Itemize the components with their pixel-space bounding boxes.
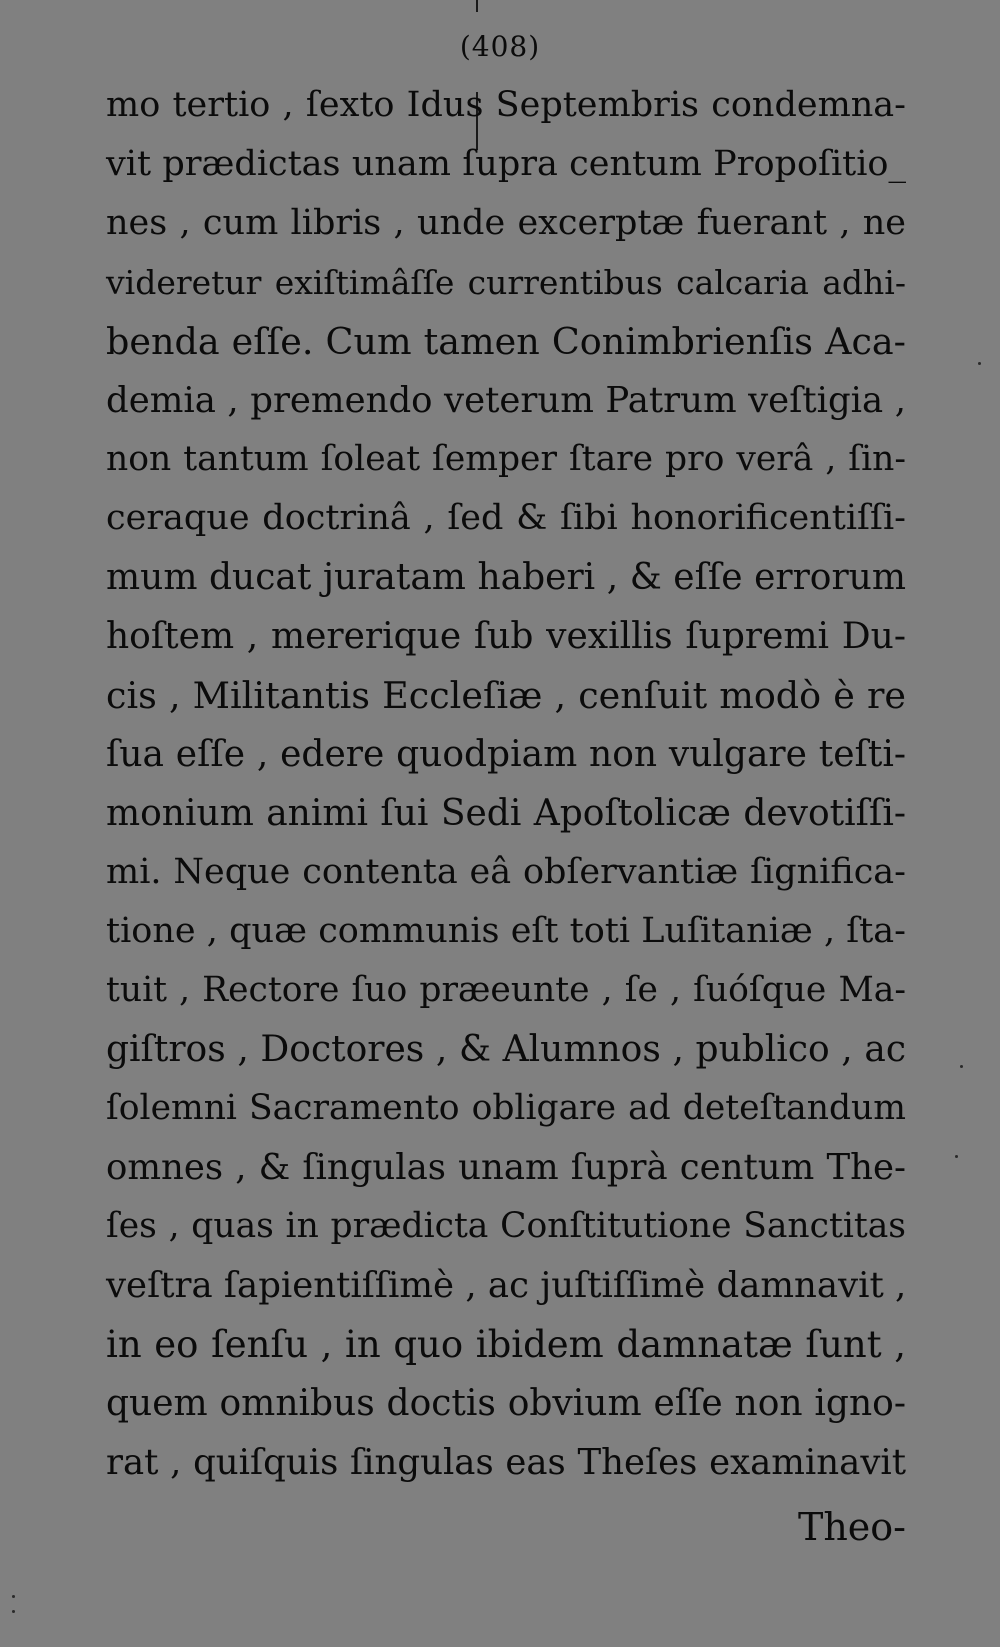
ink-speck	[960, 1065, 963, 1068]
text-line: ceraque doctrinâ , ſed & ſibi honorificentiſſi-	[106, 498, 906, 538]
ink-speck	[12, 1610, 15, 1613]
text-line: tuit , Rectore ſuo præeunte , ſe , ſuóſque Ma-	[106, 970, 906, 1010]
text-line: ſua eſſe , edere quodpiam non vulgare teſti-	[106, 734, 906, 775]
text-line: giſtros , Doctores , & Alumnos , publico , ac	[106, 1029, 906, 1070]
text-line: tione , quæ communis eſt toti Luſitaniæ , ſta-	[106, 911, 906, 951]
text-line: rat , quiſquis ſingulas eas Theſes examinavit	[106, 1442, 906, 1483]
text-line: monium animi ſui Sedi Apoſtolicæ devotiſſi-	[106, 793, 906, 834]
text-line: omnes , & ſingulas unam ſuprà centum The-	[106, 1147, 906, 1188]
text-line: cis , Militantis Eccleſiæ , cenſuit modò è re	[106, 674, 906, 717]
page-number: (408)	[459, 30, 541, 63]
top-margin-mark	[476, 0, 478, 12]
text-line: hoſtem , mererique ſub vexillis ſupremi Du-	[106, 616, 906, 657]
text-line: quem omnibus doctis obvium eſſe non igno-	[106, 1383, 906, 1424]
text-line: demia , premendo veterum Patrum veſtigia ,	[106, 380, 906, 421]
text-line: mum ducat juratam haberi , & eſſe errorum	[106, 557, 906, 598]
text-line: mi. Neque contenta eâ obſervantiæ ſignifica-	[106, 852, 906, 892]
text-line: veſtra ſapientiſſimè , ac juſtiſſimè damnavit ,	[106, 1265, 907, 1306]
ink-speck	[12, 1595, 15, 1598]
catchword: Theo-	[797, 1505, 906, 1549]
ink-speck	[978, 362, 981, 365]
text-line: vit prædictas unam ſupra centum Propoſitio_	[106, 144, 906, 184]
body-text	[106, 76, 906, 1492]
text-line: benda eſſe. Cum tamen Conimbrienſis Aca-	[106, 320, 906, 363]
text-line: non tantum ſoleat ſemper ſtare pro verâ , ſin-	[106, 439, 906, 479]
text-line: ſolemni Sacramento obligare ad deteſtandum	[106, 1088, 906, 1128]
text-line: videretur exiſtimâſſe currentibus calcaria adhi-	[106, 263, 906, 302]
text-line: ſes , quas in prædicta Conſtitutione Sanctitas	[106, 1206, 906, 1246]
ink-speck	[955, 1155, 958, 1158]
text-line: mo tertio , ſexto Idus Septembris condemna-	[106, 85, 906, 125]
text-line: nes , cum libris , unde excerptæ fuerant , ne	[106, 203, 906, 243]
text-line: in eo ſenſu , in quo ibidem damnatæ ſunt ,	[106, 1323, 906, 1366]
